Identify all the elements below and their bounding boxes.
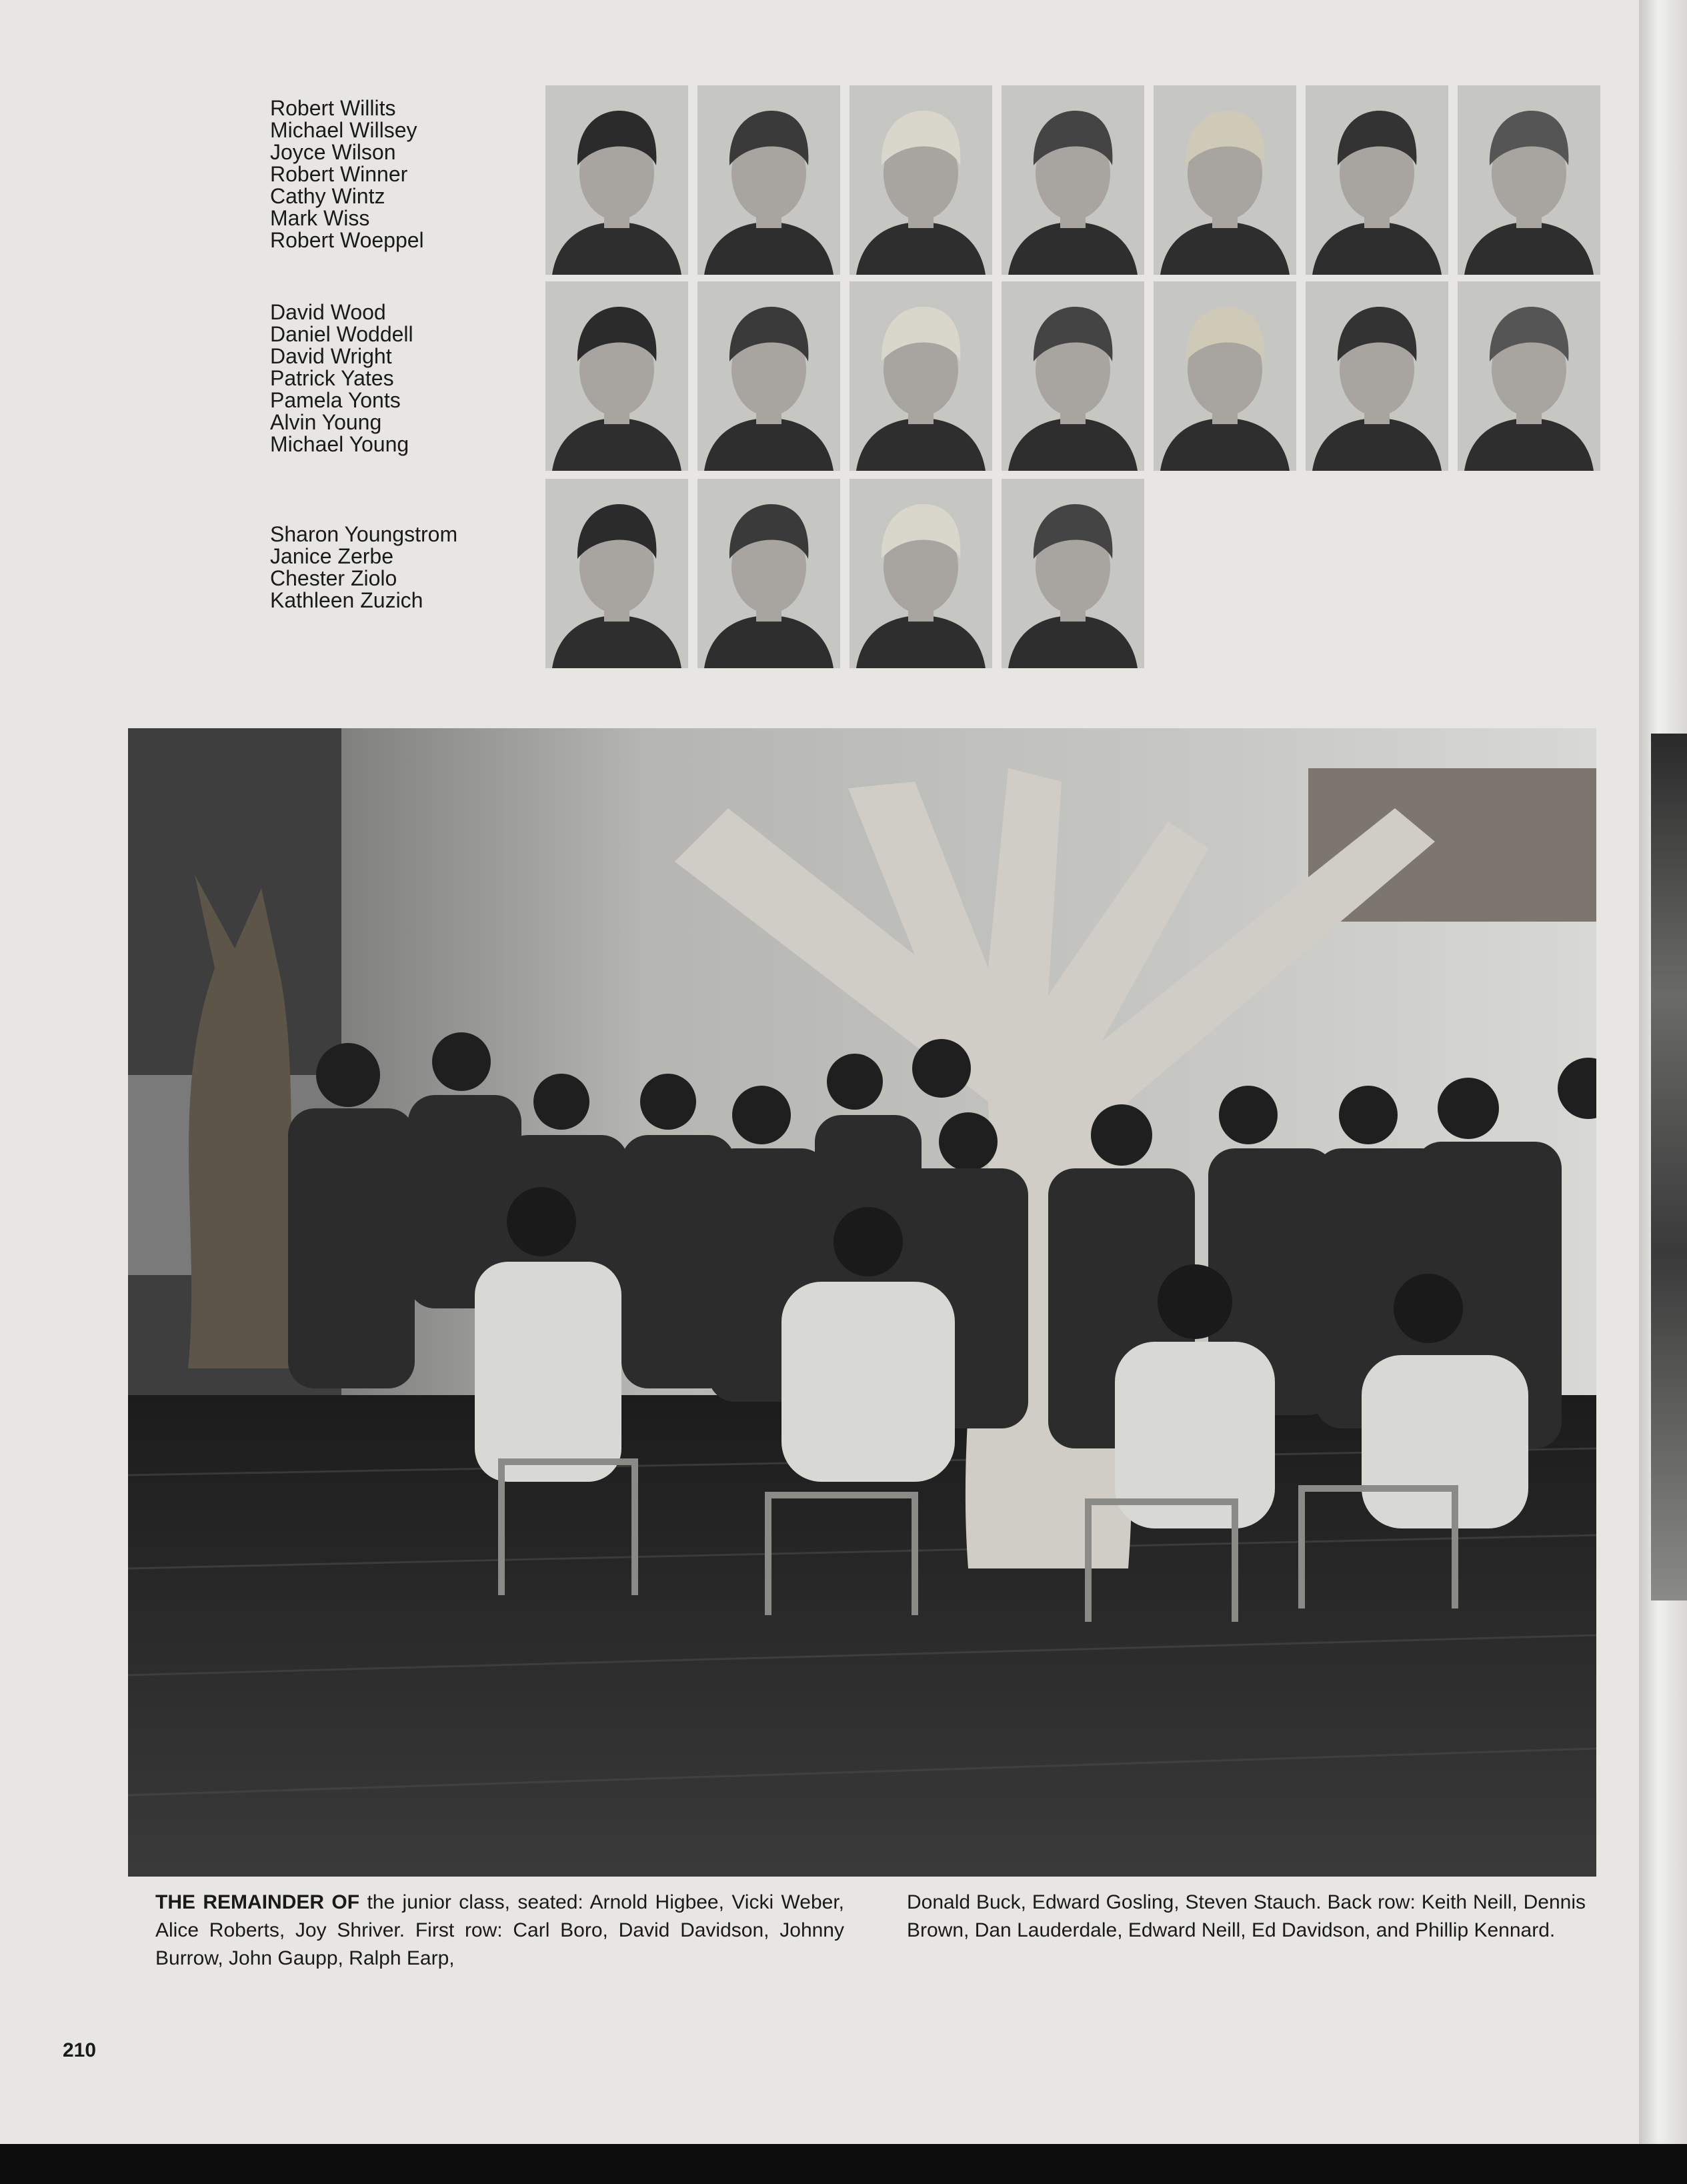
facing-page-edge bbox=[1639, 0, 1687, 2144]
student-portrait bbox=[545, 281, 688, 471]
student-portrait bbox=[1154, 85, 1296, 275]
student-portrait bbox=[1002, 479, 1144, 668]
name-label: Joyce Wilson bbox=[270, 140, 396, 164]
student-portrait bbox=[1002, 281, 1144, 471]
name-label: Robert Willits bbox=[270, 96, 396, 120]
scan-border bbox=[0, 2144, 1687, 2184]
student-portrait bbox=[1458, 85, 1600, 275]
name-label: Pamela Yonts bbox=[270, 388, 401, 412]
student-portrait bbox=[545, 85, 688, 275]
student-portrait bbox=[697, 479, 840, 668]
student-portrait bbox=[850, 85, 992, 275]
name-label: Alvin Young bbox=[270, 410, 382, 434]
name-label: Michael Young bbox=[270, 432, 409, 456]
name-label: Daniel Woddell bbox=[270, 322, 413, 346]
student-portrait bbox=[850, 281, 992, 471]
caption-left-column bbox=[155, 1889, 844, 1973]
student-portrait bbox=[850, 479, 992, 668]
name-label: David Wood bbox=[270, 300, 386, 324]
name-label: Michael Willsey bbox=[270, 118, 417, 142]
name-label: Patrick Yates bbox=[270, 366, 394, 390]
name-list-row-1 bbox=[270, 97, 523, 251]
group-photo-illustration bbox=[128, 728, 1596, 1877]
facing-page-photo-sliver bbox=[1651, 734, 1687, 1600]
name-list-row-3 bbox=[270, 523, 523, 612]
student-portrait bbox=[1458, 281, 1600, 471]
name-label: Kathleen Zuzich bbox=[270, 588, 423, 612]
name-label: Robert Woeppel bbox=[270, 228, 424, 252]
student-portrait bbox=[697, 85, 840, 275]
caption-left-text: the junior class, seated: Arnold Higbee, Vicki Weber, Alice Roberts, Joy Shriver. First row: Carl Boro, David Davidson, Johnny Burrow, John Gaupp, Ralph Earp, bbox=[155, 1891, 844, 1969]
student-portrait bbox=[1154, 281, 1296, 471]
name-label: Chester Ziolo bbox=[270, 566, 397, 590]
name-label: Janice Zerbe bbox=[270, 544, 393, 568]
caption-right-column: Donald Buck, Edward Gosling, Steven Stauch. Back row: Keith Neill, Dennis Brown, Dan Lauderdale, Edward Neill, Ed Davidson, and Phillip Kennard. bbox=[907, 1891, 1586, 1941]
name-label: Sharon Youngstrom bbox=[270, 522, 458, 546]
name-list-row-2 bbox=[270, 301, 523, 455]
name-label: Cathy Wintz bbox=[270, 184, 385, 208]
student-portrait bbox=[1306, 281, 1448, 471]
student-portrait bbox=[545, 479, 688, 668]
student-portrait bbox=[1002, 85, 1144, 275]
name-label: Robert Winner bbox=[270, 162, 408, 186]
student-portrait bbox=[1306, 85, 1448, 275]
student-portrait bbox=[697, 281, 840, 471]
caption-lead: THE REMAINDER OF bbox=[155, 1891, 360, 1913]
group-photo bbox=[128, 728, 1596, 1877]
name-label: David Wright bbox=[270, 344, 392, 368]
page-number: 210 bbox=[63, 2039, 97, 2061]
name-label: Mark Wiss bbox=[270, 206, 370, 230]
